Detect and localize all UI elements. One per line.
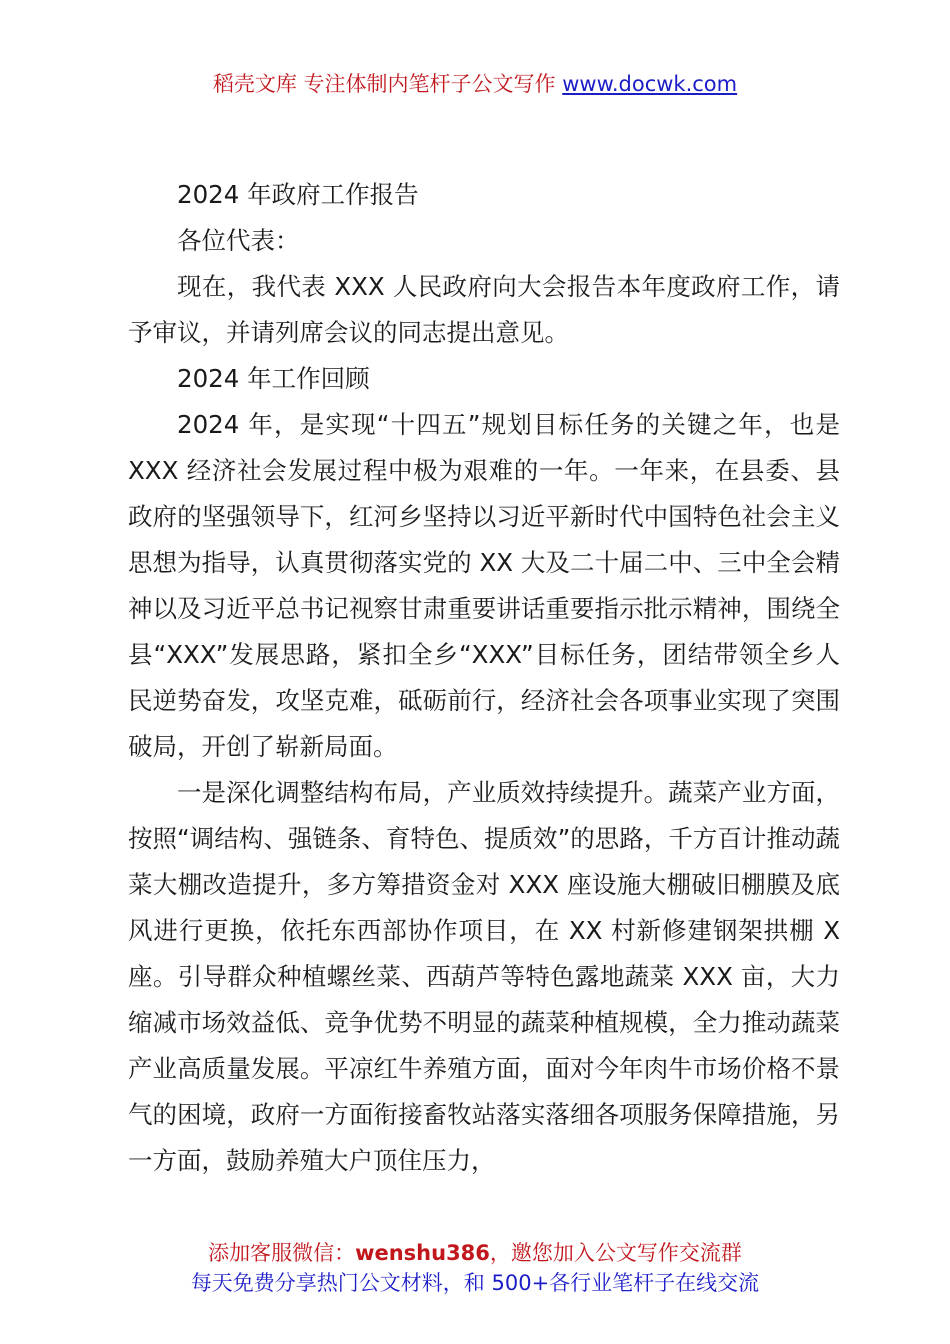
footer-line-1 [0, 1238, 950, 1268]
footer-line-2: 每天免费分享热门公文材料，和 500+各行业笔杆子在线交流 [190, 1271, 760, 1295]
paragraph: 现在，我代表 XXX 人民政府向大会报告本年度政府工作，请予审议，并请列席会议的同志提出意见。 [128, 272, 840, 347]
watermark-header [0, 68, 950, 98]
section-heading: 2024 年工作回顾 [177, 364, 370, 393]
footer-suffix: ，邀您加入公文写作交流群 [489, 1241, 742, 1265]
paragraph: 一是深化调整结构布局，产业质效持续提升。蔬菜产业方面，按照“调结构、强链条、育特色、提质效”的思路，千方百计推动蔬菜大棚改造提升，多方筹措资金对 XXX 座设施大棚破旧棚膜及底风进行更换，依托东西部协作项目，在 XX 村新修建钢架拱棚 X 座。引导群众种植螺丝菜、西葫芦等特色露地蔬菜 XXX 亩，大力缩减市场效益低、竞争优势不明显的蔬菜种植规模，全力推动蔬菜产业高质量发展。平凉红牛养殖方面，面对今年肉牛市场价格不景气的困境，政府一方面衔接畜牧站落实落细各项服务保障措施，另一方面，鼓励养殖大户顶住压力， [128, 778, 840, 1175]
footer-prefix: 添加客服微信： [208, 1241, 356, 1265]
watermark-footer [0, 1238, 950, 1298]
paragraph: 2024 年，是实现“十四五”规划目标任务的关键之年，也是 XXX 经济社会发展过程中极为艰难的一年。一年来，在县委、县政府的坚强领导下，红河乡坚持以习近平新时代中国特色社会主义思想为指导，认真贯彻落实党的 XX 大及二十届二中、三中全会精神以及习近平总书记视察甘肃重要讲话重要指示批示精神，围绕全县“XXX”发展思路，紧扣全乡“XXX”目标任务，团结带领全乡人民逆势奋发，攻坚克难，砥砺前行，经济社会各项事业实现了突围破局，开创了崭新局面。 [128, 410, 840, 761]
document-body [128, 172, 840, 1184]
salutation: 各位代表： [177, 226, 300, 255]
footer-wechat-id: wenshu386 [355, 1241, 490, 1265]
document-title: 2024 年政府工作报告 [177, 180, 419, 209]
header-url-link[interactable]: www.docwk.com [562, 72, 738, 96]
header-brand-text: 稻壳文库 专注体制内笔杆子公文写作 [212, 72, 556, 96]
